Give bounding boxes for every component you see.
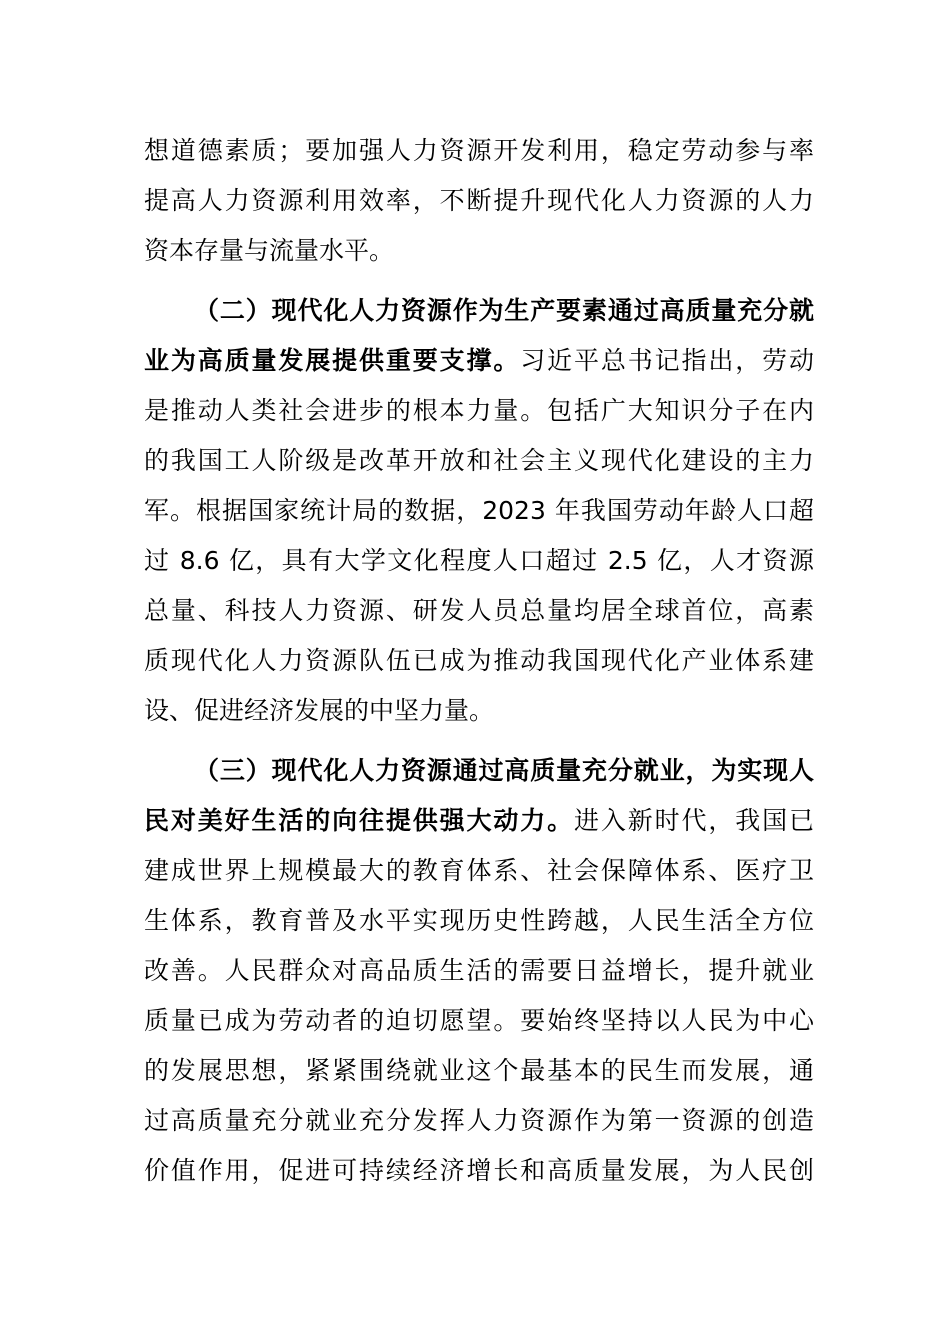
line-text: 建成世界上规模最大的教育体系、社会保障体系、医疗卫 (144, 856, 814, 885)
line-text: 过 8.6 亿，具有大学文化程度人口超过 2.5 亿，人才资源 (144, 546, 814, 575)
line-text: 改善。人民群众对高品质生活的需要日益增长，提升就业 (144, 956, 814, 985)
text-line (144, 594, 814, 628)
line-text: 设、促进经济发展的中坚力量。 (144, 696, 495, 725)
text-line (144, 1004, 814, 1038)
text-line (194, 294, 814, 328)
line-text: 是推动人类社会进步的根本力量。包括广大知识分子在内 (144, 396, 814, 425)
heading-text: 民对美好生活的向往提供强大动力。 (144, 806, 574, 835)
text-line (144, 1054, 814, 1088)
text-line (144, 494, 814, 528)
text-line (144, 444, 814, 478)
text-line (144, 694, 814, 728)
line-text: 习近平总书记指出，劳动 (520, 346, 814, 375)
line-text: 质量已成为劳动者的迫切愿望。要始终坚持以人民为中心 (144, 1006, 814, 1035)
text-line (144, 234, 814, 268)
line-text: 的我国工人阶级是改革开放和社会主义现代化建设的主力 (144, 446, 814, 475)
text-line (144, 954, 814, 988)
line-text: 质现代化人力资源队伍已成为推动我国现代化产业体系建 (144, 646, 814, 675)
text-line (144, 904, 814, 938)
text-line (144, 344, 814, 378)
line-text: 过高质量充分就业充分发挥人力资源作为第一资源的创造 (144, 1106, 814, 1135)
line-text: 生体系，教育普及水平实现历史性跨越，人民生活全方位 (144, 906, 814, 935)
line-text: 军。根据国家统计局的数据，2023 年我国劳动年龄人口超 (144, 496, 814, 525)
text-line (144, 134, 814, 168)
heading-text: （二）现代化人力资源作为生产要素通过高质量充分就 (194, 296, 814, 325)
line-text: 提高人力资源利用效率，不断提升现代化人力资源的人力 (144, 186, 814, 215)
text-line (144, 394, 814, 428)
line-text: 总量、科技人力资源、研发人员总量均居全球首位，高素 (144, 596, 814, 625)
text-line (144, 1104, 814, 1138)
text-line (144, 644, 814, 678)
heading-text: （三）现代化人力资源通过高质量充分就业，为实现人 (194, 756, 814, 785)
text-line (144, 1154, 814, 1188)
line-text: 价值作用，促进可持续经济增长和高质量发展，为人民创 (144, 1156, 814, 1185)
line-text: 的发展思想，紧紧围绕就业这个最基本的民生而发展，通 (144, 1056, 814, 1085)
text-line (144, 544, 814, 578)
heading-text: 业为高质量发展提供重要支撑。 (144, 346, 521, 375)
line-text: 进入新时代，我国已 (573, 806, 814, 835)
line-text: 想道德素质；要加强人力资源开发利用，稳定劳动参与率 (144, 136, 814, 165)
text-line (194, 754, 814, 788)
line-text: 资本存量与流量水平。 (144, 236, 395, 265)
text-line (144, 184, 814, 218)
text-line (144, 854, 814, 888)
text-line (144, 804, 814, 838)
